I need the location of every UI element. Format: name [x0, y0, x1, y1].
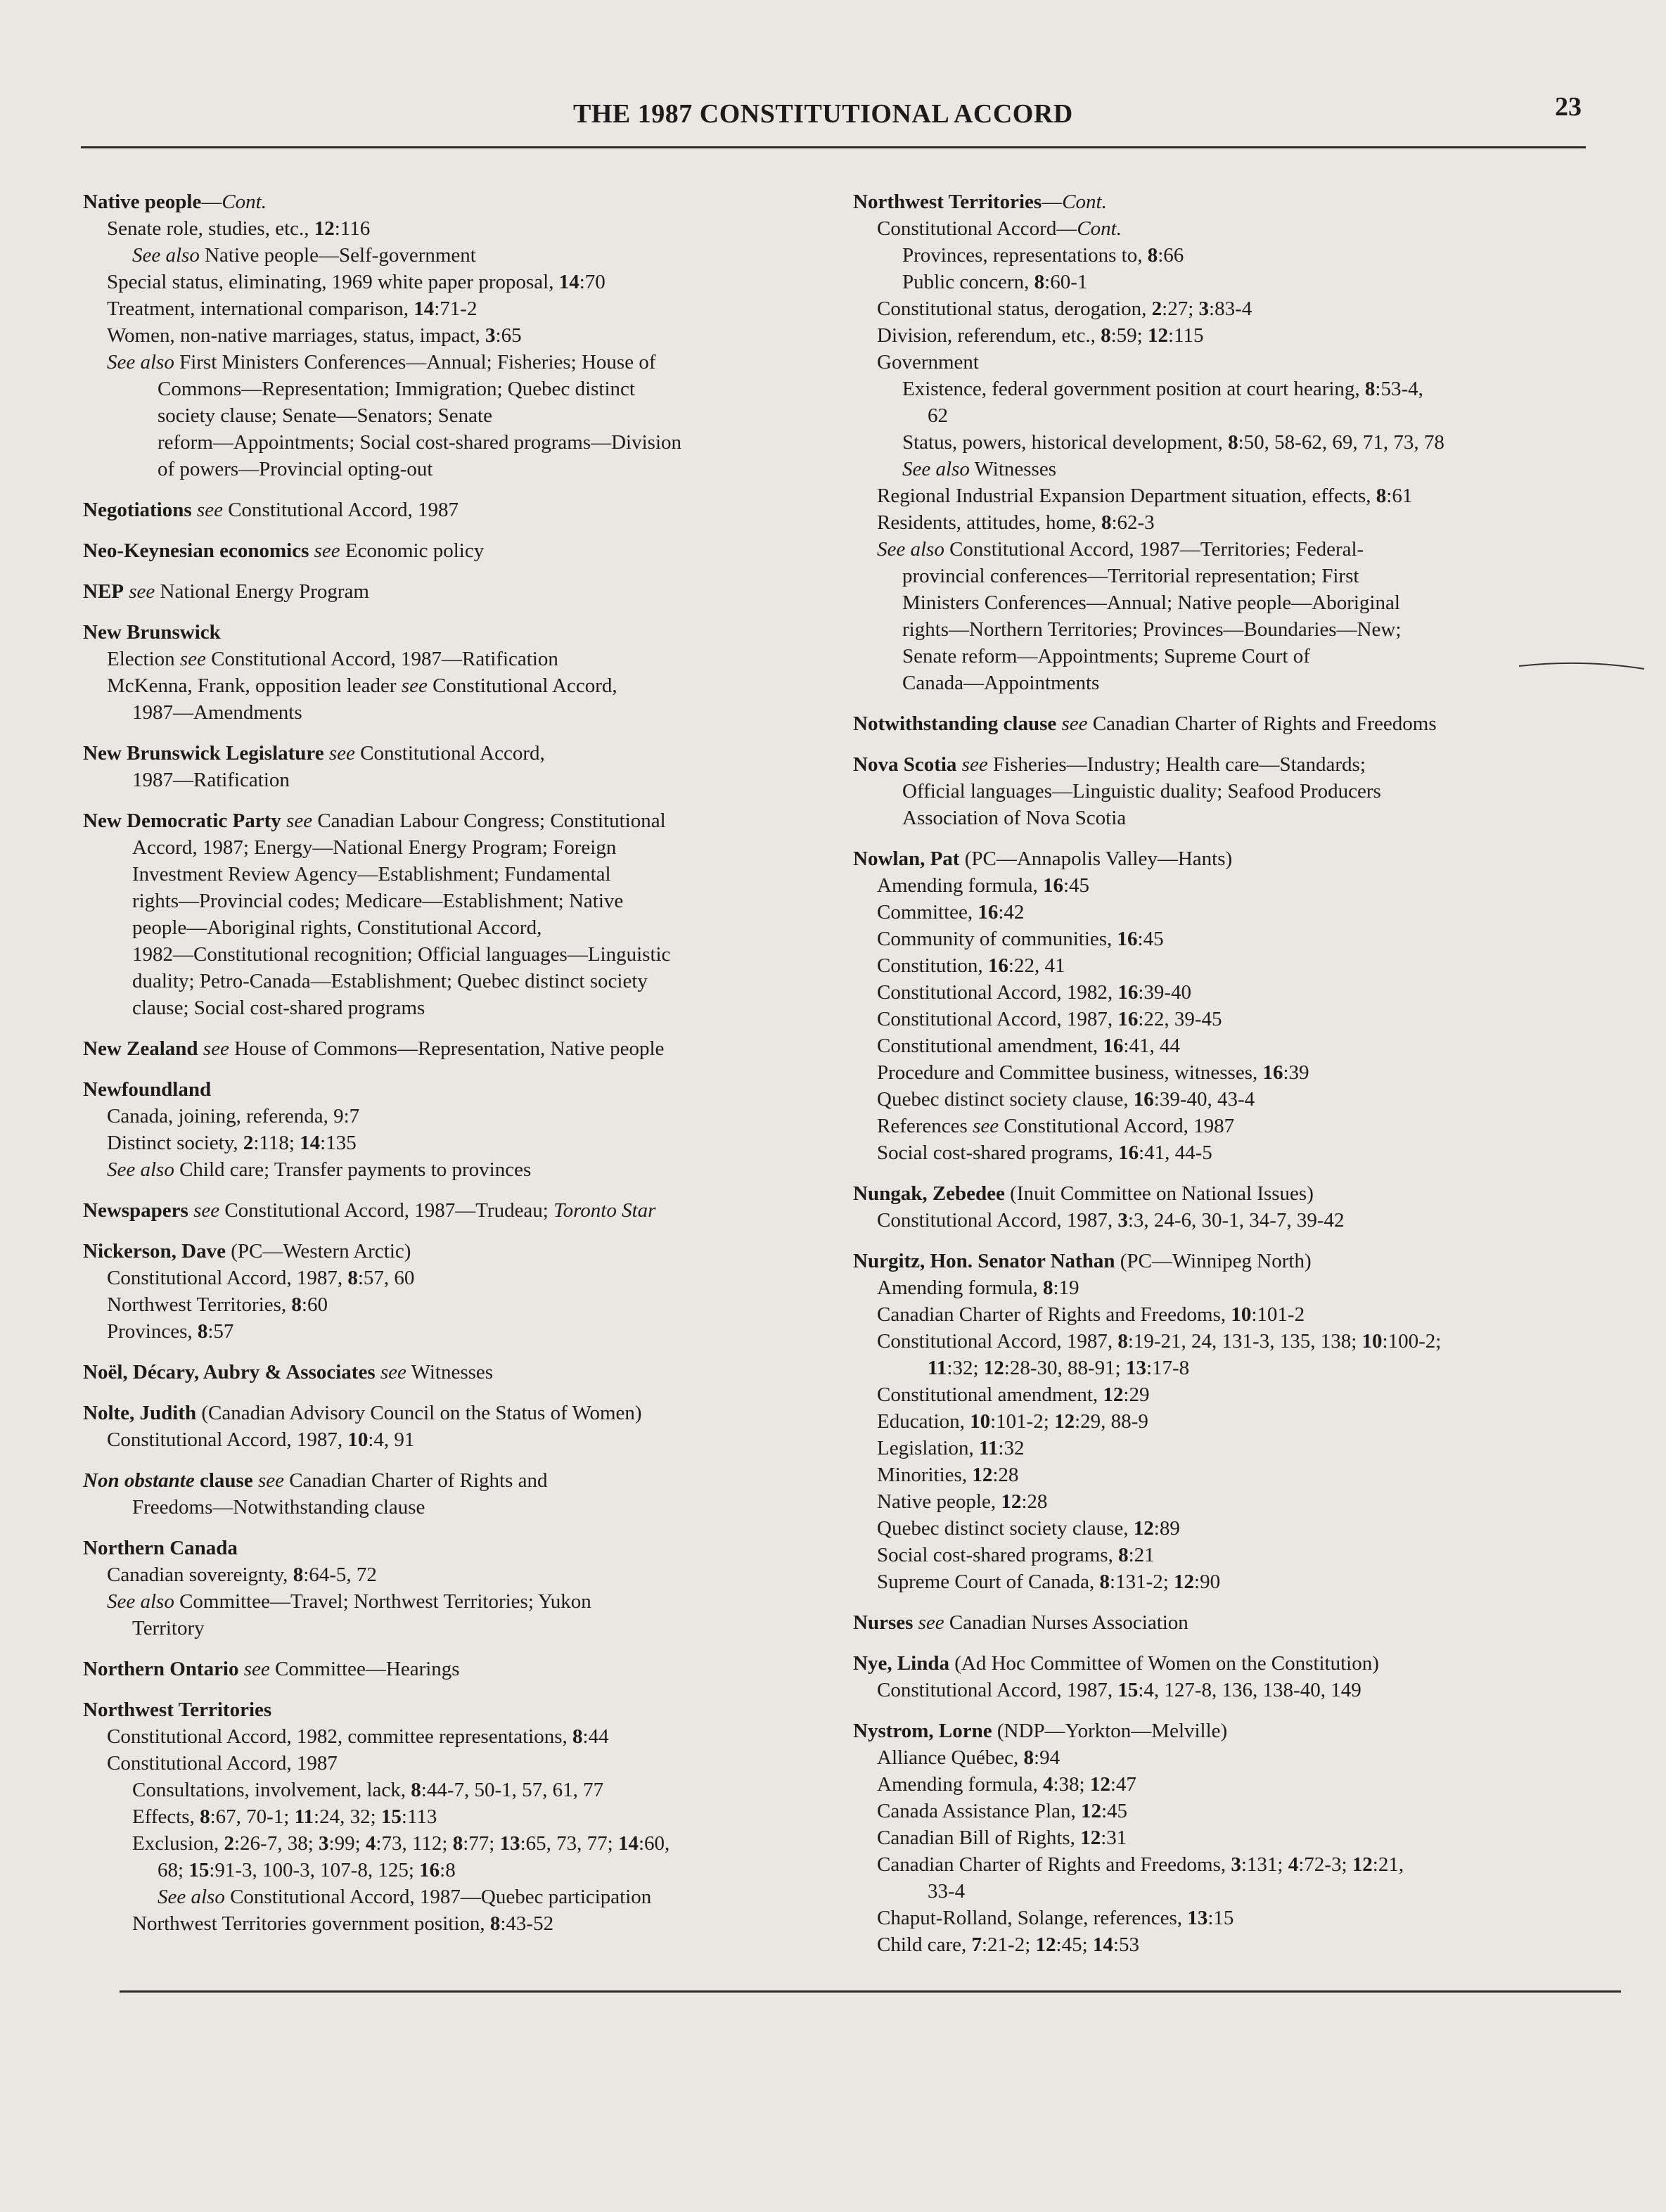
- entry-subline: Government: [877, 351, 979, 373]
- entry-subline: 33-4: [928, 1880, 966, 1903]
- entry-subline: Regional Industrial Expansion Department situation, effects, 8:61: [877, 485, 1413, 507]
- entry-subline: Amending formula, 4:38; 12:47: [877, 1773, 1136, 1796]
- entry-subline: 68; 15:91-3, 100-3, 107-8, 125; 16:8: [158, 1859, 456, 1881]
- entry-subline: Status, powers, historical development, 8:50, 58-62, 69, 71, 73, 78: [902, 431, 1444, 454]
- entry-subline: See also Constitutional Accord, 1987—Territories; Federal-: [877, 538, 1364, 561]
- entry-subline: Education, 10:101-2; 12:29, 88-9: [877, 1410, 1148, 1433]
- entry-heading: Nungak, Zebedee (Inuit Committee on National Issues): [853, 1182, 1314, 1205]
- right-index-column: [853, 188, 1613, 1972]
- entry-subline: Northwest Territories government position, 8:43-52: [132, 1912, 554, 1935]
- index-entry: [83, 1197, 842, 1224]
- stray-pencil-mark: [1519, 658, 1646, 672]
- index-entry: [83, 188, 842, 482]
- entry-subline: Association of Nova Scotia: [902, 807, 1127, 829]
- entry-subline: Canadian sovereignty, 8:64-5, 72: [107, 1564, 377, 1586]
- entry-subline: Constitutional Accord, 1982, 16:39-40: [877, 981, 1192, 1004]
- entry-subline: Northwest Territories, 8:60: [107, 1293, 328, 1316]
- entry-heading: Newfoundland: [83, 1078, 212, 1101]
- entry-subline: Division, referendum, etc., 8:59; 12:115: [877, 324, 1204, 347]
- entry-subline: Canadian Bill of Rights, 12:31: [877, 1827, 1127, 1849]
- entry-subline: Constitutional Accord, 1987, 3:3, 24-6, 30-1, 34-7, 39-42: [877, 1209, 1345, 1232]
- entry-subline: Provinces, 8:57: [107, 1320, 234, 1343]
- entry-heading: Nurses see Canadian Nurses Association: [853, 1611, 1188, 1634]
- index-entry: [853, 1609, 1613, 1636]
- entry-subline: Treatment, international comparison, 14:71-2: [107, 298, 478, 320]
- entry-subline: Investment Review Agency—Establishment; Fundamental: [132, 863, 611, 886]
- entry-subline: Constitutional Accord—Cont.: [877, 217, 1122, 240]
- index-entry: [83, 1076, 842, 1183]
- entry-subline: Minorities, 12:28: [877, 1464, 1019, 1486]
- index-entry: [83, 1359, 842, 1386]
- entry-heading: Nurgitz, Hon. Senator Nathan (PC—Winnipeg North): [853, 1250, 1312, 1272]
- index-entry: [83, 619, 842, 726]
- entry-subline: See also Child care; Transfer payments to provinces: [107, 1158, 532, 1181]
- index-entry: [83, 1696, 842, 1937]
- entry-heading: Notwithstanding clause see Canadian Charter of Rights and Freedoms: [853, 712, 1437, 735]
- page-title: THE 1987 CONSTITUTIONAL ACCORD: [573, 99, 1073, 129]
- index-entry: [853, 710, 1613, 737]
- entry-subline: Alliance Québec, 8:94: [877, 1746, 1061, 1769]
- index-entry: [83, 1656, 842, 1682]
- entry-heading: New Brunswick: [83, 621, 221, 644]
- entry-subline: Constitutional Accord, 1987: [107, 1752, 338, 1775]
- entry-heading: Nolte, Judith (Canadian Advisory Council on the Status of Women): [83, 1402, 642, 1424]
- entry-subline: Ministers Conferences—Annual; Native people—Aboriginal: [902, 592, 1400, 614]
- entry-subline: Territory: [132, 1617, 205, 1639]
- index-entry: [853, 1718, 1613, 1958]
- entry-subline: duality; Petro-Canada—Establishment; Quebec distinct society: [132, 970, 648, 992]
- entry-subline: Women, non-native marriages, status, impact, 3:65: [107, 324, 522, 347]
- entry-subline: people—Aboriginal rights, Constitutional Accord,: [132, 916, 542, 939]
- index-entry: [83, 537, 842, 564]
- entry-subline: rights—Provincial codes; Medicare—Establishment; Native: [132, 890, 624, 912]
- index-entry: [83, 1400, 842, 1453]
- entry-subline: Special status, eliminating, 1969 white paper proposal, 14:70: [107, 271, 605, 293]
- entry-subline: Public concern, 8:60-1: [902, 271, 1088, 293]
- entry-subline: rights—Northern Territories; Provinces—Boundaries—New;: [902, 618, 1402, 641]
- entry-subline: provincial conferences—Territorial representation; First: [902, 565, 1359, 587]
- index-entry: [853, 188, 1613, 696]
- entry-subline: See also Committee—Travel; Northwest Territories; Yukon: [107, 1590, 591, 1613]
- entry-subline: Constitutional Accord, 1987, 8:57, 60: [107, 1267, 415, 1289]
- index-entry: [83, 807, 842, 1021]
- entry-subline: Amending formula, 8:19: [877, 1277, 1079, 1299]
- entry-subline: 62: [928, 404, 948, 427]
- index-entry: [83, 1535, 842, 1642]
- entry-subline: Canadian Charter of Rights and Freedoms, 3:131; 4:72-3; 12:21,: [877, 1853, 1404, 1876]
- index-entry: [853, 1650, 1613, 1703]
- entry-subline: Accord, 1987; Energy—National Energy Program; Foreign: [132, 836, 617, 859]
- entry-subline: 1982—Constitutional recognition; Official languages—Linguistic: [132, 943, 671, 966]
- entry-subline: Quebec distinct society clause, 16:39-40, 43-4: [877, 1088, 1255, 1111]
- entry-subline: Exclusion, 2:26-7, 38; 3:99; 4:73, 112; 8:77; 13:65, 73, 77; 14:60,: [132, 1832, 670, 1855]
- entry-subline: Native people, 12:28: [877, 1490, 1048, 1513]
- index-entry: [853, 845, 1613, 1166]
- entry-heading: Northwest Territories: [83, 1699, 272, 1721]
- entry-subline: Existence, federal government position at court hearing, 8:53-4,: [902, 378, 1423, 400]
- entry-heading: Northern Ontario see Committee—Hearings: [83, 1658, 460, 1680]
- index-entry: [83, 1467, 842, 1521]
- entry-subline: 1987—Amendments: [132, 701, 302, 724]
- left-index-column: [83, 188, 842, 1951]
- entry-heading: NEP see National Energy Program: [83, 580, 369, 603]
- entry-heading: Nye, Linda (Ad Hoc Committee of Women on the Constitution): [853, 1652, 1379, 1675]
- index-entry: [853, 1248, 1613, 1595]
- entry-subline: Canada—Appointments: [902, 672, 1100, 694]
- entry-heading: Northwest Territories—Cont.: [853, 191, 1107, 213]
- entry-heading: Negotiations see Constitutional Accord, 1987: [83, 499, 459, 521]
- entry-subline: Constitutional Accord, 1982, committee representations, 8:44: [107, 1725, 609, 1748]
- entry-subline: Constitutional amendment, 12:29: [877, 1383, 1150, 1406]
- entry-subline: Constitution, 16:22, 41: [877, 954, 1065, 977]
- index-entry: [83, 1238, 842, 1345]
- index-entry: [83, 740, 842, 793]
- footer-rule: [120, 1990, 1621, 1993]
- entry-subline: Supreme Court of Canada, 8:131-2; 12:90: [877, 1571, 1221, 1593]
- entry-subline: Senate reform—Appointments; Supreme Court of: [902, 645, 1310, 667]
- entry-subline: Community of communities, 16:45: [877, 928, 1164, 950]
- entry-subline: Constitutional Accord, 1987, 15:4, 127-8, 136, 138-40, 149: [877, 1679, 1361, 1701]
- entry-subline: See also Native people—Self-government: [132, 244, 476, 267]
- index-entry: [853, 1180, 1613, 1234]
- index-entry: [83, 1035, 842, 1062]
- entry-heading: Native people—Cont.: [83, 191, 267, 213]
- entry-heading: Nowlan, Pat (PC—Annapolis Valley—Hants): [853, 848, 1233, 870]
- entry-subline: References see Constitutional Accord, 1987: [877, 1115, 1235, 1137]
- entry-subline: See also Witnesses: [902, 458, 1056, 480]
- entry-heading: New Brunswick Legislature see Constitutional Accord,: [83, 742, 545, 765]
- entry-subline: Freedoms—Notwithstanding clause: [132, 1496, 425, 1519]
- entry-subline: Election see Constitutional Accord, 1987—Ratification: [107, 648, 558, 670]
- entry-heading: Non obstante clause see Canadian Charter of Rights and: [83, 1469, 548, 1492]
- entry-heading: Northern Canada: [83, 1537, 238, 1559]
- entry-subline: clause; Social cost-shared programs: [132, 997, 425, 1019]
- entry-subline: McKenna, Frank, opposition leader see Constitutional Accord,: [107, 675, 617, 697]
- entry-subline: Canada Assistance Plan, 12:45: [877, 1800, 1128, 1822]
- entry-subline: Consultations, involvement, lack, 8:44-7, 50-1, 57, 61, 77: [132, 1779, 604, 1801]
- entry-subline: Procedure and Committee business, witnesses, 16:39: [877, 1061, 1309, 1084]
- entry-subline: Senate role, studies, etc., 12:116: [107, 217, 371, 240]
- entry-heading: New Democratic Party see Canadian Labour Congress; Constitutional: [83, 810, 666, 832]
- entry-subline: Distinct society, 2:118; 14:135: [107, 1132, 357, 1154]
- entry-subline: Social cost-shared programs, 8:21: [877, 1544, 1155, 1566]
- entry-subline: Official languages—Linguistic duality; Seafood Producers: [902, 780, 1381, 803]
- entry-subline: Amending formula, 16:45: [877, 874, 1090, 897]
- entry-subline: 11:32; 12:28-30, 88-91; 13:17-8: [928, 1357, 1190, 1379]
- entry-subline: of powers—Provincial opting-out: [158, 458, 433, 480]
- entry-subline: Effects, 8:67, 70-1; 11:24, 32; 15:113: [132, 1805, 437, 1828]
- entry-subline: Canada, joining, referenda, 9:7: [107, 1105, 360, 1127]
- index-entry: [83, 578, 842, 605]
- entry-subline: 1987—Ratification: [132, 769, 290, 791]
- entry-heading: Nickerson, Dave (PC—Western Arctic): [83, 1240, 411, 1262]
- entry-subline: Chaput-Rolland, Solange, references, 13:15: [877, 1907, 1234, 1929]
- entry-subline: Quebec distinct society clause, 12:89: [877, 1517, 1180, 1540]
- entry-subline: Provinces, representations to, 8:66: [902, 244, 1184, 267]
- entry-heading: Neo-Keynesian economics see Economic policy: [83, 539, 485, 562]
- entry-subline: Constitutional status, derogation, 2:27; 3:83-4: [877, 298, 1252, 320]
- entry-subline: Constitutional amendment, 16:41, 44: [877, 1035, 1180, 1057]
- entry-heading: Noël, Décary, Aubry & Associates see Witnesses: [83, 1361, 494, 1383]
- entry-subline: society clause; Senate—Senators; Senate: [158, 404, 492, 427]
- entry-subline: Constitutional Accord, 1987, 16:22, 39-45: [877, 1008, 1222, 1030]
- running-header: [81, 92, 1586, 148]
- page-number: 23: [1555, 92, 1582, 122]
- entry-heading: Newspapers see Constitutional Accord, 1987—Trudeau; Toronto Star: [83, 1199, 656, 1222]
- entry-subline: reform—Appointments; Social cost-shared programs—Division: [158, 431, 682, 454]
- entry-subline: Social cost-shared programs, 16:41, 44-5: [877, 1142, 1212, 1164]
- entry-subline: Residents, attitudes, home, 8:62-3: [877, 511, 1155, 534]
- entry-subline: Commons—Representation; Immigration; Quebec distinct: [158, 378, 635, 400]
- entry-subline: Canadian Charter of Rights and Freedoms, 10:101-2: [877, 1303, 1305, 1326]
- entry-subline: Committee, 16:42: [877, 901, 1025, 923]
- entry-subline: Child care, 7:21-2; 12:45; 14:53: [877, 1933, 1139, 1956]
- entry-heading: New Zealand see House of Commons—Representation, Native people: [83, 1037, 665, 1060]
- index-entry: [853, 751, 1613, 831]
- entry-subline: See also Constitutional Accord, 1987—Quebec participation: [158, 1886, 652, 1908]
- entry-subline: See also First Ministers Conferences—Annual; Fisheries; House of: [107, 351, 656, 373]
- entry-subline: Legislation, 11:32: [877, 1437, 1025, 1459]
- entry-heading: Nova Scotia see Fisheries—Industry; Health care—Standards;: [853, 753, 1366, 776]
- entry-heading: Nystrom, Lorne (NDP—Yorkton—Melville): [853, 1720, 1228, 1742]
- entry-subline: Constitutional Accord, 1987, 10:4, 91: [107, 1428, 415, 1451]
- index-entry: [83, 497, 842, 523]
- entry-subline: Constitutional Accord, 1987, 8:19-21, 24, 131-3, 135, 138; 10:100-2;: [877, 1330, 1442, 1353]
